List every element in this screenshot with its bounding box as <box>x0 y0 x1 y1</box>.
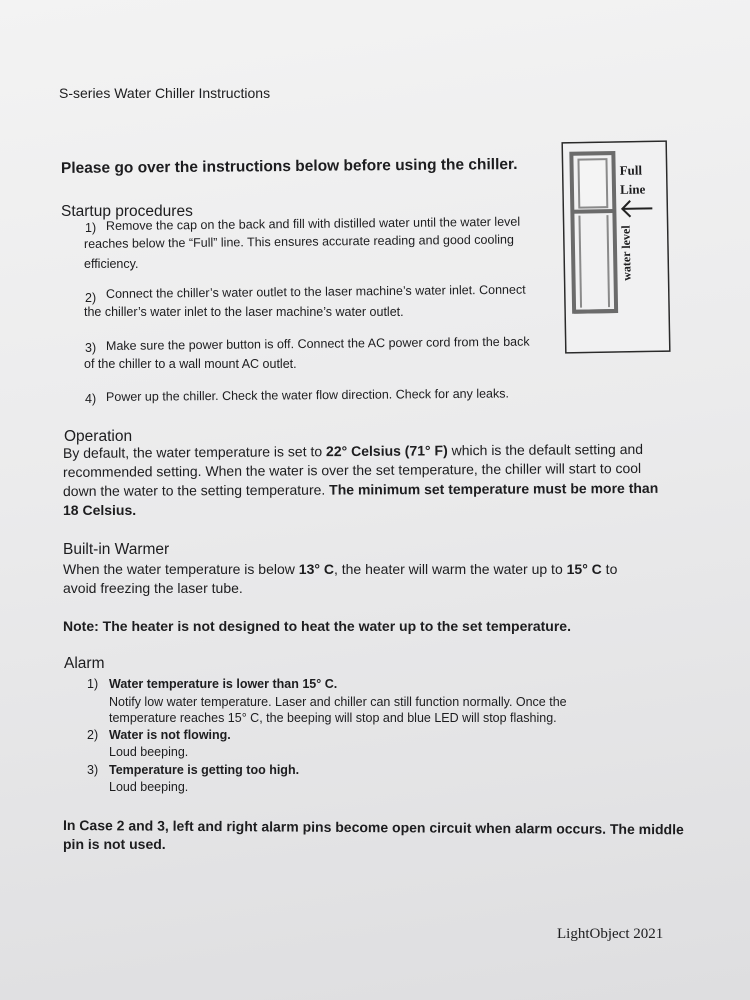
warmer-text: , the heater will warm the water up to <box>333 561 567 577</box>
alarm-number: 2) <box>87 728 99 742</box>
case-note-line: In Case 2 and 3, left and right alarm pins become open circuit when alarm occurs. The middle <box>62 817 684 838</box>
warmer-paragraph-line <box>63 561 617 577</box>
alarm-number: 1) <box>87 677 99 691</box>
alarm-description: Notify low water temperature. Laser and chiller can still function normally. Once the <box>109 695 567 709</box>
step-text: Remove the cap on the back and fill with distilled water until the water level <box>105 214 521 233</box>
operation-paragraph-line <box>63 480 658 499</box>
step-text: reaches below the “Full” line. This ensures accurate reading and good cooling <box>83 232 514 251</box>
water-level-gauge <box>561 140 671 354</box>
warm-target-temperature: 15° C <box>566 561 602 577</box>
alarm-heading: Alarm <box>64 655 105 672</box>
step-number: 3) <box>85 341 97 355</box>
line-label: Line <box>619 181 646 197</box>
intro-text: Please go over the instructions below before using the chiller. <box>60 156 518 177</box>
step-text: efficiency. <box>84 257 139 271</box>
warmer-paragraph-line: avoid freezing the laser tube. <box>63 580 243 596</box>
alarm-description: Loud beeping. <box>109 745 189 759</box>
step-text: Connect the chiller’s water outlet to the laser machine’s water inlet. Connect <box>105 282 526 301</box>
case-note-line: pin is not used. <box>63 836 166 852</box>
minimum-temperature-warning: The minimum set temperature must be more than <box>329 479 659 498</box>
warmer-text: to <box>601 561 618 577</box>
document-title: S-series Water Chiller Instructions <box>59 85 271 101</box>
step-text: Power up the chiller. Check the water flow direction. Check for any leaks. <box>105 386 510 404</box>
full-label: Full <box>619 162 643 178</box>
step-number: 1) <box>85 221 97 235</box>
default-temperature: 22° Celsius (71° F) <box>325 442 448 460</box>
alarm-title: Temperature is getting too high. <box>109 763 300 777</box>
operation-paragraph-line: 18 Celsius. <box>63 502 137 518</box>
alarm-description: temperature reaches 15° C, the beeping will stop and blue LED will stop flashing. <box>109 711 557 725</box>
footer-brand-year: LightObject 2021 <box>557 926 664 942</box>
operation-text: which is the default setting and <box>447 440 644 459</box>
warmer-text: When the water temperature is below <box>63 561 299 577</box>
water-level-label: water level <box>618 225 634 281</box>
operation-paragraph-line <box>63 441 643 461</box>
step-number: 4) <box>85 392 97 406</box>
alarm-title: Water is not flowing. <box>109 728 231 742</box>
operation-heading: Operation <box>64 428 133 445</box>
water-level-diagram <box>561 140 671 354</box>
operation-text: By default, the water temperature is set to <box>62 443 327 461</box>
warmer-heading: Built-in Warmer <box>63 541 170 558</box>
low-temperature: 13° C <box>298 561 334 577</box>
step-number: 2) <box>85 291 97 305</box>
alarm-title: Water temperature is lower than 15° C. <box>109 677 338 691</box>
heater-note: Note: The heater is not designed to heat the water up to the set temperature. <box>63 618 571 634</box>
operation-paragraph-line: recommended setting. When the water is over the set temperature, the chiller will start to cool <box>62 459 642 480</box>
operation-text: down the water to the setting temperature. <box>62 481 330 499</box>
step-text: of the chiller to a wall mount AC outlet. <box>84 357 297 371</box>
step-text: the chiller’s water inlet to the laser machine’s water outlet. <box>84 305 404 319</box>
alarm-description: Loud beeping. <box>109 780 189 794</box>
startup-heading: Startup procedures <box>61 203 193 220</box>
alarm-number: 3) <box>87 763 99 777</box>
step-text: Make sure the power button is off. Connect the AC power cord from the back <box>105 334 530 353</box>
